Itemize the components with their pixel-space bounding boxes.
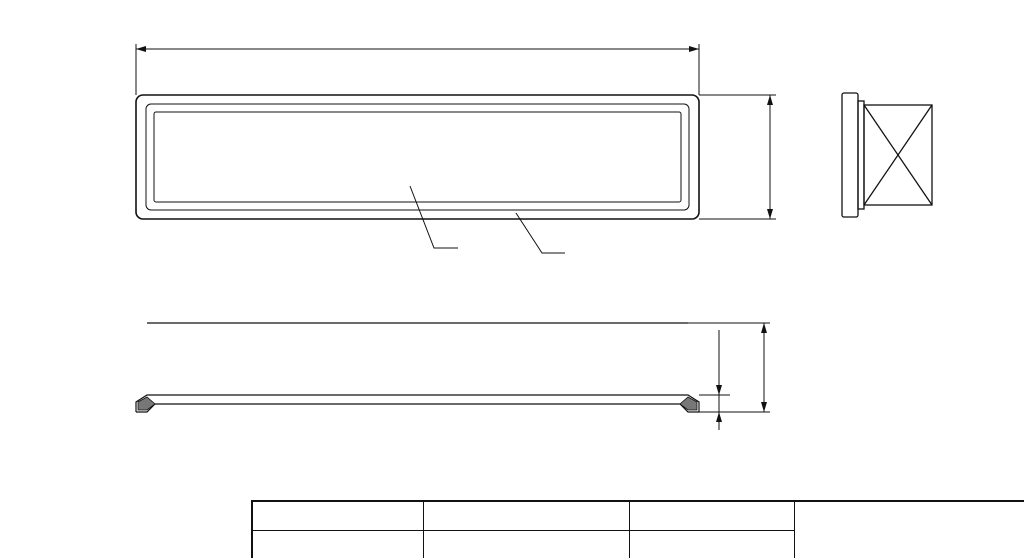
issue-date-value: [630, 531, 794, 558]
filter-end-view: [842, 93, 932, 217]
width-dimension: [699, 95, 776, 219]
title-block: [251, 500, 1024, 558]
part-number-header: [253, 502, 423, 531]
version-column: [424, 502, 630, 558]
issue-date-header: [630, 502, 794, 531]
version-value: [424, 531, 629, 558]
top-view-inner-frame: [146, 104, 689, 210]
filter-side-view: [136, 323, 699, 412]
length-dimension: [136, 44, 699, 95]
part-number-column: [253, 502, 424, 558]
callout-1-leader: [410, 186, 458, 248]
issue-date-column: [630, 502, 795, 558]
version-header: [424, 502, 629, 531]
top-view-outer-frame: [136, 95, 699, 219]
lip-dimension: [699, 330, 730, 430]
side-view-gasket: [136, 395, 699, 412]
brand-logo: [795, 502, 1024, 558]
part-number-value: [253, 531, 423, 558]
filter-top-view: [136, 95, 699, 219]
height-dimension: [688, 323, 770, 412]
top-view-media-border: [154, 112, 681, 202]
